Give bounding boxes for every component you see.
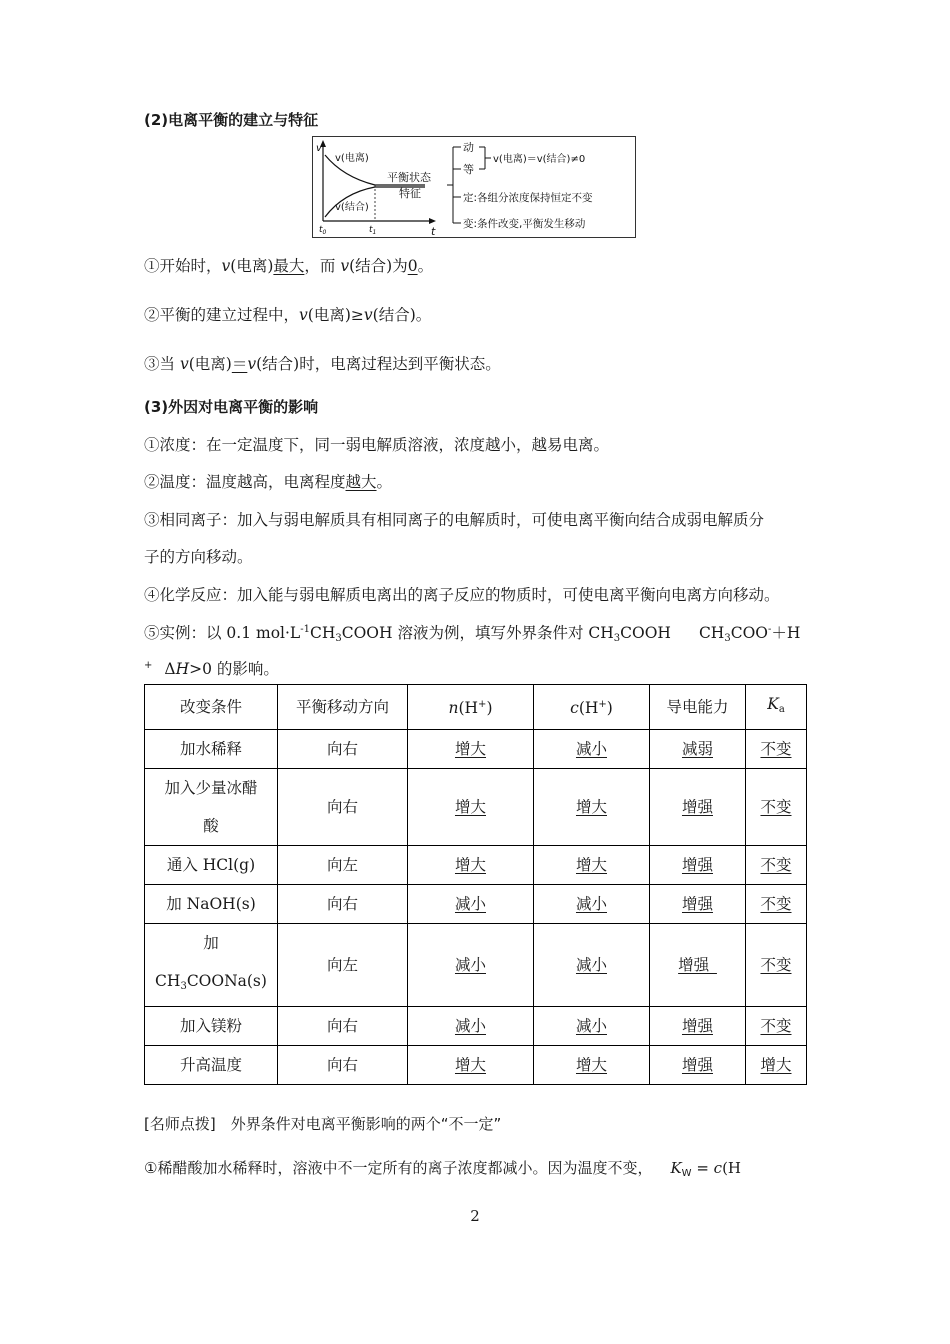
factor-common-ion: ③相同离子：加入与弱电解质具有相同离子的电解质时，可使电离平衡向结合成弱电解质分 bbox=[144, 511, 765, 529]
point-2: ②平衡的建立过程中，v(电离)≥v(结合)。 bbox=[144, 306, 432, 324]
tip-line-1: ①稀醋酸加水稀释时，溶液中不一定所有的离子浓度都减小。因为温度不变， $K_W = c(H$ bbox=[144, 1159, 742, 1179]
curve-label-combination: v(结合) bbox=[335, 202, 369, 213]
table-header: $K_a$ bbox=[746, 685, 807, 730]
table-header: 改变条件 bbox=[145, 685, 278, 730]
table-row: 加 NaOH(s) 向右 减小 减小 增强 不变 bbox=[145, 885, 807, 924]
equilibrium-diagram bbox=[313, 137, 635, 237]
table-header: c(H+) bbox=[534, 685, 650, 730]
factor-temperature: ②温度：温度越高，电离程度越大。 bbox=[144, 473, 393, 491]
table-header: 平衡移动方向 bbox=[278, 685, 408, 730]
section-title-2: (2)电离平衡的建立与特征 bbox=[144, 111, 319, 129]
table-row: 加入镁粉 向右 减小 减小 增强 不变 bbox=[145, 1007, 807, 1046]
equilibrium-figure bbox=[312, 136, 636, 238]
table-row: 加水稀释 向右 增大 减小 减弱 不变 bbox=[145, 730, 807, 769]
feature-label: 特征 bbox=[399, 187, 421, 200]
feature-bian-text: 变:条件改变,平衡发生移动 bbox=[463, 218, 586, 230]
section-title-3: (3)外因对电离平衡的影响 bbox=[144, 398, 319, 416]
effect-table bbox=[144, 684, 807, 1085]
x-axis-label: t bbox=[431, 225, 436, 237]
table-row: 加入少量冰醋 酸 向右 增大 增大 增强 不变 bbox=[145, 769, 807, 846]
point-1: ①开始时，v(电离)最大，而 v(结合)为0。 bbox=[144, 257, 434, 275]
table-row: 升高温度 向右 增大 增大 增强 增大 bbox=[145, 1046, 807, 1085]
factor-concentration: ①浓度：在一定温度下，同一弱电解质溶液，浓度越小，越易电离。 bbox=[144, 436, 610, 454]
table-header: 导电能力 bbox=[650, 685, 746, 730]
page-number: 2 bbox=[470, 1207, 480, 1225]
y-axis-label: v bbox=[316, 143, 322, 154]
table-header: n(H+) bbox=[408, 685, 534, 730]
factor-common-ion-cont: 子的方向移动。 bbox=[144, 548, 253, 566]
state-label: 平衡状态 bbox=[387, 171, 431, 184]
table-row: 通入 HCl(g) 向左 增大 增大 增强 不变 bbox=[145, 846, 807, 885]
table-row: 加 $CH_3COONa(s)$ 向左 减小 减小 增强_ 不变 bbox=[145, 924, 807, 1007]
factor-reaction: ④化学反应：加入能与弱电解质电离出的离子反应的物质时，可使电离平衡向电离方向移动。 bbox=[144, 586, 780, 604]
curve-label-ionization: v(电离) bbox=[335, 153, 369, 164]
feature-deng-text: v(电离)＝v(结合)≠0 bbox=[493, 154, 586, 165]
feature-deng: 等 bbox=[463, 163, 474, 176]
table-header-row bbox=[145, 685, 807, 730]
feature-dong: 动 bbox=[463, 141, 474, 154]
tip-title: [名师点拨] 外界条件对电离平衡影响的两个“不一定” bbox=[144, 1115, 502, 1133]
factor-example: ⑤实例：以 0.1 $mol\cdot L^{-1}CH_3COOH$ 溶液为例，填写外界条件对 $CH_3COOH$ $CH_3COO^-+H$ bbox=[144, 623, 801, 644]
factor-example-cont: + ΔH>0 的影响。 bbox=[144, 659, 279, 678]
svg-text:t1: $t_1$ bbox=[369, 225, 377, 236]
svg-text:t0: $t_0$ bbox=[319, 225, 327, 236]
point-3: ③当 v(电离)＝v(结合)时，电离过程达到平衡状态。 bbox=[144, 355, 501, 373]
feature-ding-text: 定:各组分浓度保持恒定不变 bbox=[463, 192, 593, 204]
